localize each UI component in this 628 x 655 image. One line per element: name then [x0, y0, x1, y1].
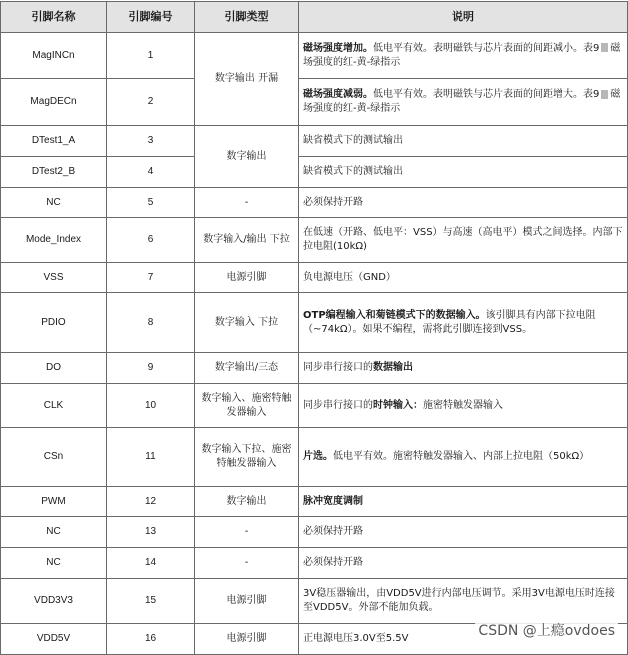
table-row	[1, 263, 628, 293]
gray-block-icon	[601, 90, 608, 99]
pin-number: 10	[107, 384, 195, 428]
pin-number: 3	[107, 126, 195, 157]
description-bold: 片选。	[303, 451, 333, 462]
pin-number: 14	[107, 548, 195, 579]
description-tail: 磁场强度的红-黄-绿指示	[303, 89, 621, 114]
table-row	[1, 353, 628, 384]
description-text: 该引脚具有内部下拉电阻（~74kΩ）。如果不编程，需将此引脚连接到VSS。	[303, 309, 596, 335]
pin-number: 13	[107, 517, 195, 548]
header-pin-name: 引脚名称	[1, 2, 107, 33]
description-text: 低电平有效。施密特触发器输入、内部上拉电阻（50kΩ）	[333, 451, 590, 462]
header-description: 说明	[299, 2, 628, 33]
pin-description	[299, 79, 628, 126]
pin-type: 电源引脚	[195, 579, 299, 624]
watermark: CSDN @上瘾ovdoes	[475, 619, 618, 641]
pin-number: 7	[107, 263, 195, 293]
pin-name: DO	[1, 353, 107, 384]
pin-number: 16	[107, 624, 195, 655]
pin-type: 数字输入下拉、施密特触发器输入	[195, 428, 299, 487]
pin-type: 数字输入/输出 下拉	[195, 218, 299, 263]
pin-number: 12	[107, 487, 195, 517]
description-bold: 脉冲宽度调制	[303, 495, 363, 507]
pin-name: DTest1_A	[1, 126, 107, 157]
pin-number: 5	[107, 188, 195, 218]
pin-description: 必须保持开路	[299, 188, 628, 218]
table-row	[1, 126, 628, 157]
pin-description	[299, 487, 628, 517]
pin-type: 电源引脚	[195, 263, 299, 293]
pin-type: 数字输出 开漏	[195, 33, 299, 126]
pin-type: 电源引脚	[195, 624, 299, 655]
header-pin-type: 引脚类型	[195, 2, 299, 33]
pin-description: 必须保持开路	[299, 548, 628, 579]
pin-name: PWM	[1, 487, 107, 517]
table-row	[1, 79, 628, 126]
pin-description	[299, 293, 628, 353]
pin-type: 数字输出/三态	[195, 353, 299, 384]
table-row	[1, 487, 628, 517]
description-text: 低电平有效。表明磁铁与芯片表面的间距增大。表9	[373, 89, 600, 100]
pin-name: CLK	[1, 384, 107, 428]
pin-type: -	[195, 517, 299, 548]
table-row	[1, 293, 628, 353]
pin-name: VSS	[1, 263, 107, 293]
pin-description	[299, 384, 628, 428]
pin-name: NC	[1, 188, 107, 218]
table-row	[1, 548, 628, 579]
pin-table	[0, 1, 628, 655]
pin-description	[299, 33, 628, 79]
pin-description: 3V稳压器输出，由VDD5V进行内部电压调节。采用3V电源电压时连接至VDD5V。外部不能加负载。	[299, 579, 628, 624]
description-tail: 施密特触发器输入	[423, 399, 503, 411]
pin-type: -	[195, 188, 299, 218]
description-bold: 磁场强度减弱。	[303, 89, 373, 100]
description-bold: 数据输出	[373, 362, 413, 373]
pin-name: NC	[1, 548, 107, 579]
pin-description	[299, 428, 628, 487]
pin-name: PDIO	[1, 293, 107, 353]
description-text: 低电平有效。表明磁铁与芯片表面的间距减小。表9	[373, 42, 600, 54]
pin-number: 9	[107, 353, 195, 384]
table-row	[1, 157, 628, 188]
table-row	[1, 384, 628, 428]
pin-type: 数字输入、施密特触发器输入	[195, 384, 299, 428]
pin-number: 8	[107, 293, 195, 353]
pin-name: VDD3V3	[1, 579, 107, 624]
table-row	[1, 579, 628, 624]
pin-description: 缺省模式下的测试输出	[299, 126, 628, 157]
pin-name: CSn	[1, 428, 107, 487]
description-bold: 磁场强度增加。	[303, 42, 373, 54]
pin-number: 2	[107, 79, 195, 126]
pin-name: MagDECn	[1, 79, 107, 126]
header-pin-number: 引脚编号	[107, 2, 195, 33]
pin-number: 11	[107, 428, 195, 487]
pin-description: 必须保持开路	[299, 517, 628, 548]
pin-type: 数字输出	[195, 126, 299, 188]
pin-type: 数字输出	[195, 487, 299, 517]
pin-type: 数字输入 下拉	[195, 293, 299, 353]
gray-block-icon	[601, 43, 608, 52]
pin-number: 1	[107, 33, 195, 79]
table-row	[1, 188, 628, 218]
description-tail: 磁场强度的红-黄-绿指示	[303, 42, 621, 68]
table-row	[1, 33, 628, 79]
pin-number: 15	[107, 579, 195, 624]
pin-name: NC	[1, 517, 107, 548]
pin-description	[299, 353, 628, 384]
table-row	[1, 218, 628, 263]
pin-number: 4	[107, 157, 195, 188]
description-bold: OTP编程输入和菊链模式下的数据输入。	[303, 309, 486, 321]
description-text: 同步串行接口的	[303, 399, 373, 411]
pin-name: Mode_Index	[1, 218, 107, 263]
description-text: 同步串行接口的	[303, 362, 373, 373]
pin-number: 6	[107, 218, 195, 263]
pin-name: VDD5V	[1, 624, 107, 655]
pin-name: DTest2_B	[1, 157, 107, 188]
header-row	[1, 2, 628, 33]
pin-description: 正电源电压3.0V至5.5V	[299, 624, 628, 655]
pin-description: 缺省模式下的测试输出	[299, 157, 628, 188]
pin-name: MagINCn	[1, 33, 107, 79]
table-row	[1, 428, 628, 487]
pin-type: -	[195, 548, 299, 579]
pin-description: 在低速（开路、低电平：VSS）与高速（高电平）模式之间选择。内部下拉电阻(10kΩ)	[299, 218, 628, 263]
description-bold: 时钟输入：	[373, 399, 423, 411]
table-row	[1, 517, 628, 548]
pin-description: 负电源电压（GND）	[299, 263, 628, 293]
